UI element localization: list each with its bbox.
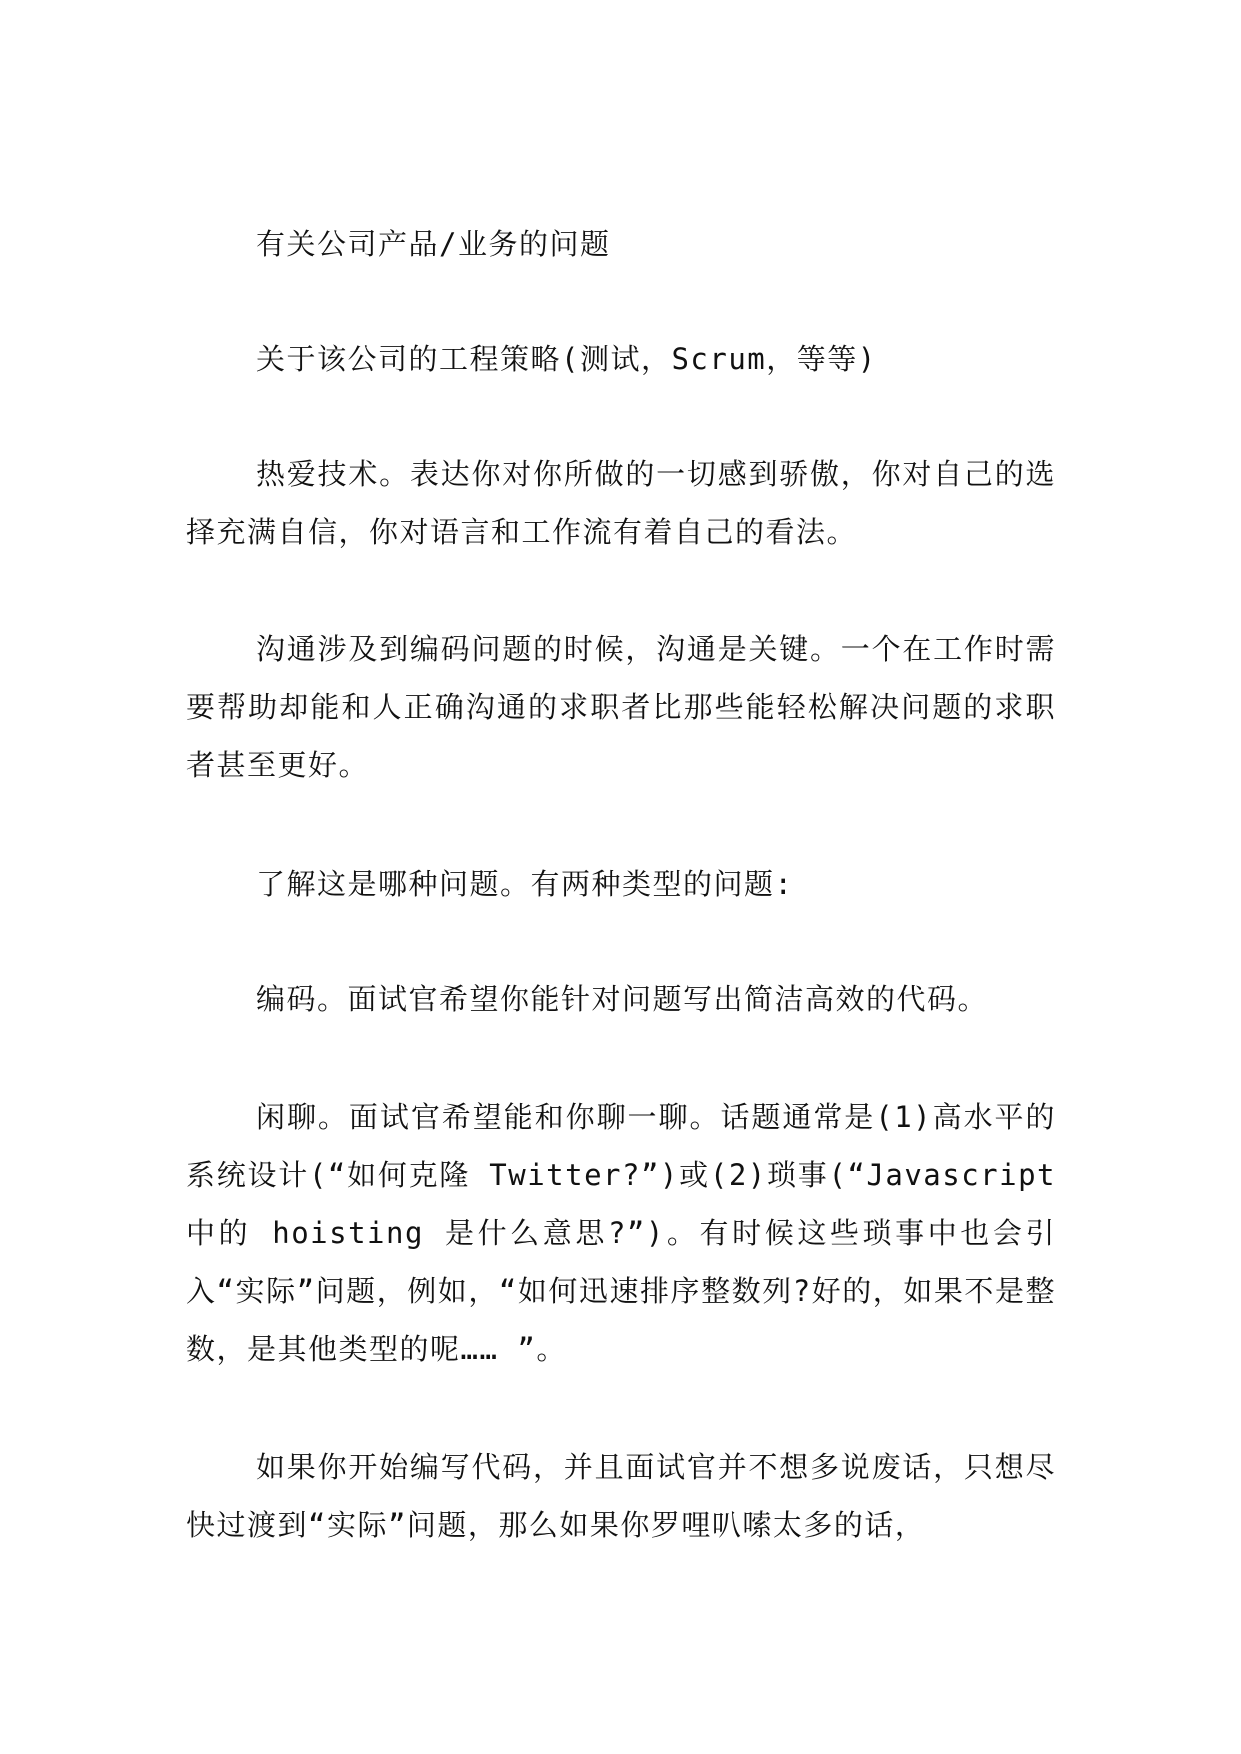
paragraph-6: 编码。面试官希望你能针对问题写出简洁高效的代码。: [256, 982, 989, 1016]
paragraph-7: 闲聊。面试官希望能和你聊一聊。话题通常是(1)高水平的系统设计(“如何克隆 Twitter?”)或(2)琐事(“Javascript 中的 hoisting 是什么意思?”)。有时候这些琐事中也会引入“实际”问题，例如，“如何迅速排序整数列?好的，如果不是整数，是其他类型的呢…… ”。: [186, 1100, 1056, 1366]
paragraph-8: 如果你开始编写代码，并且面试官并不想多说废话，只想尽快过渡到“实际”问题，那么如果你罗哩叭嗦太多的话，: [186, 1450, 1056, 1542]
paragraph-1: 有关公司产品/业务的问题: [256, 227, 611, 261]
paragraph-3: 热爱技术。表达你对你所做的一切感到骄傲，你对自己的选择充满自信，你对语言和工作流有着自己的看法。: [186, 457, 1056, 549]
paragraph-5: 了解这是哪种问题。有两种类型的问题:: [256, 867, 794, 901]
paragraph-4: 沟通涉及到编码问题的时候，沟通是关键。一个在工作时需要帮助却能和人正确沟通的求职者比那些能轻松解决问题的求职者甚至更好。: [186, 632, 1056, 782]
paragraph-2: 关于该公司的工程策略(测试，Scrum，等等): [256, 342, 877, 376]
